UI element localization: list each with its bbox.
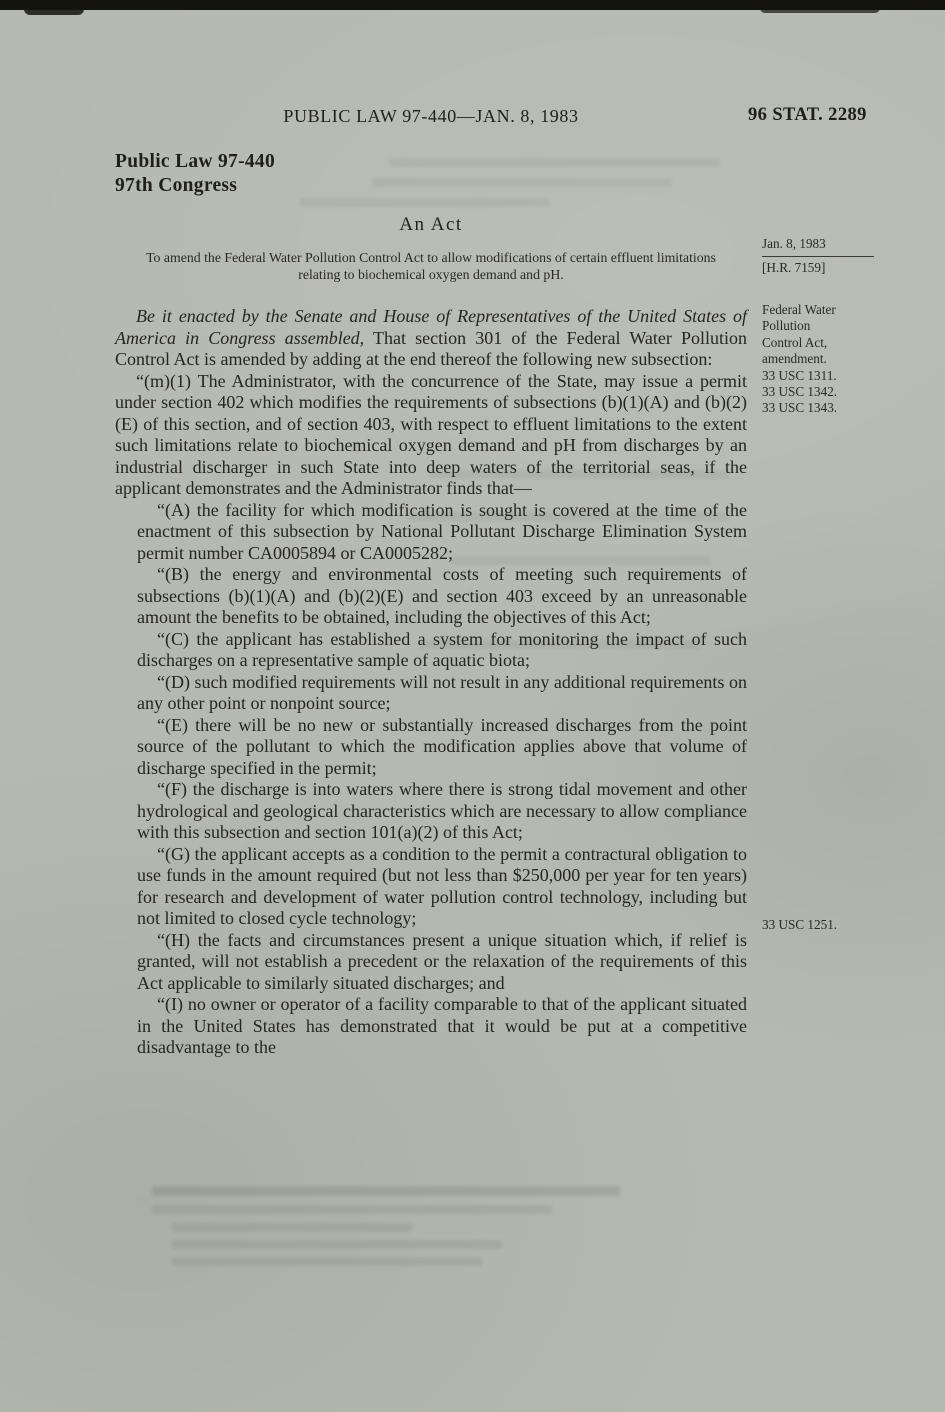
main-text-column <box>115 150 747 1059</box>
bleedthrough-line <box>390 158 720 167</box>
margin-note-date <box>762 236 912 277</box>
margin-note-usc-citation <box>762 917 912 933</box>
bleedthrough-line <box>430 470 730 479</box>
body-paragraph-h: “(H) the facts and circumstances present a unique situation which, if relief is granted, will not establish a precedent or the relaxation of the requirements of this Act applicable to similarly situated discharges; and <box>137 929 747 993</box>
law-number-heading: Public Law 97-440 <box>115 151 276 172</box>
body-paragraph-i: “(I) no owner or operator of a facility comparable to that of the applicant situated in the United States has demonstrated that it would be put at a competitive disadvantage to the <box>137 994 747 1057</box>
body-paragraph-c: “(C) the applicant has established a system for monitoring the impact of such discharges on a representative sample of aquatic biota; <box>137 628 747 670</box>
enacting-clause-roman: That section 301 of the Federal Water Pollution Control Act is amended by adding at the end thereof the following new subsection: <box>115 327 747 369</box>
act-summary: To amend the Federal Water Pollution Control Act to allow modifications of certain effluent limitations relating to biochemical oxygen demand and pH. <box>146 250 716 282</box>
margin-note-line: Control Act, <box>762 334 828 350</box>
body-paragraph-g: “(G) the applicant accepts as a condition to the permit a contractural obligation to use funds in the amount required (but not less than $250,000 per year for ten years) for research and development of water pollution control technology, including but not limited to closed cycle technology; <box>137 843 747 928</box>
bleedthrough-line <box>420 640 700 649</box>
bleedthrough-line <box>300 198 550 207</box>
margin-note-line: 33 USC 1251. <box>762 917 838 932</box>
margin-note-bill-number: [H.R. 7159] <box>762 260 826 276</box>
scan-edge-blob <box>760 8 880 13</box>
bleedthrough-line <box>172 1223 412 1232</box>
bleedthrough-line <box>372 178 672 187</box>
body-paragraph-d: “(D) such modified requirements will not result in any additional requirements on any other point or nonpoint source; <box>137 671 747 713</box>
margin-note-rule <box>762 256 874 257</box>
margin-note-line: amendment. <box>762 351 827 367</box>
act-heading: An Act <box>399 214 463 235</box>
body-paragraph-f: “(F) the discharge is into waters where there is strong tidal movement and other hydrological and geological characteristics which are necessary to allow compliance with this subsection and section 101(a)(2) of this Act; <box>137 779 747 842</box>
bleedthrough-line <box>172 1240 502 1249</box>
statute-volume-page: 96 STAT. 2289 <box>748 105 867 125</box>
bleedthrough-line <box>410 512 730 521</box>
act-body <box>115 306 747 1059</box>
margin-note-date-text: Jan. 8, 1983 <box>762 236 826 251</box>
margin-note-line: 33 USC 1311. <box>762 367 837 383</box>
margin-note-line: 33 USC 1343. <box>762 400 838 416</box>
margin-note-line: Federal Water <box>762 302 836 317</box>
body-paragraph-a: “(A) the facility for which modification is sought is covered at the time of the enactment of this subsection by National Pollutant Discharge Elimination System permit number CA0005894 or CA0005282; <box>137 499 747 563</box>
bleedthrough-line <box>450 556 710 565</box>
body-paragraph-m1: “(m)(1) The Administrator, with the concurrence of the State, may issue a permit under section 402 which modifies the requirements of subsections (b)(1)(A) and (b)(2)(E) of this section, and of section 403, with respect to effluent limitations to the extent such limitations relate to biochemical oxygen demand and pH from discharges by an industrial discharger in such State into deep waters of the territorial seas, if the applicant demonstrates and the Administrator finds that— <box>115 370 747 498</box>
margin-note-line: Pollution <box>762 318 811 334</box>
margin-note-line: 33 USC 1342. <box>762 384 838 400</box>
scan-edge-blob <box>24 8 84 15</box>
bleedthrough-line <box>172 1257 482 1266</box>
running-header: PUBLIC LAW 97-440—JAN. 8, 1983 <box>283 106 579 126</box>
bleedthrough-line <box>152 1205 552 1214</box>
margin-note-act-citation <box>762 302 912 417</box>
bleedthrough-line <box>152 1186 620 1196</box>
congress-heading: 97th Congress <box>115 175 238 196</box>
body-paragraph-b: “(B) the energy and environmental costs of meeting such requirements of subsections (b)(1)(A) and (b)(2)(E) and section 403 exceed by an unreasonable amount the benefits to be obtained, including the objectives of this Act; <box>137 564 747 627</box>
enacting-clause-italic: Be it enacted by the Senate and House of Representatives of the United States of America in Congress assembled, <box>115 306 747 348</box>
enacting-clause <box>115 306 747 371</box>
body-paragraph-e: “(E) there will be no new or substantially increased discharges from the point source of the pollutant to which the modification applies above that volume of discharge specified in the permit; <box>137 714 747 778</box>
